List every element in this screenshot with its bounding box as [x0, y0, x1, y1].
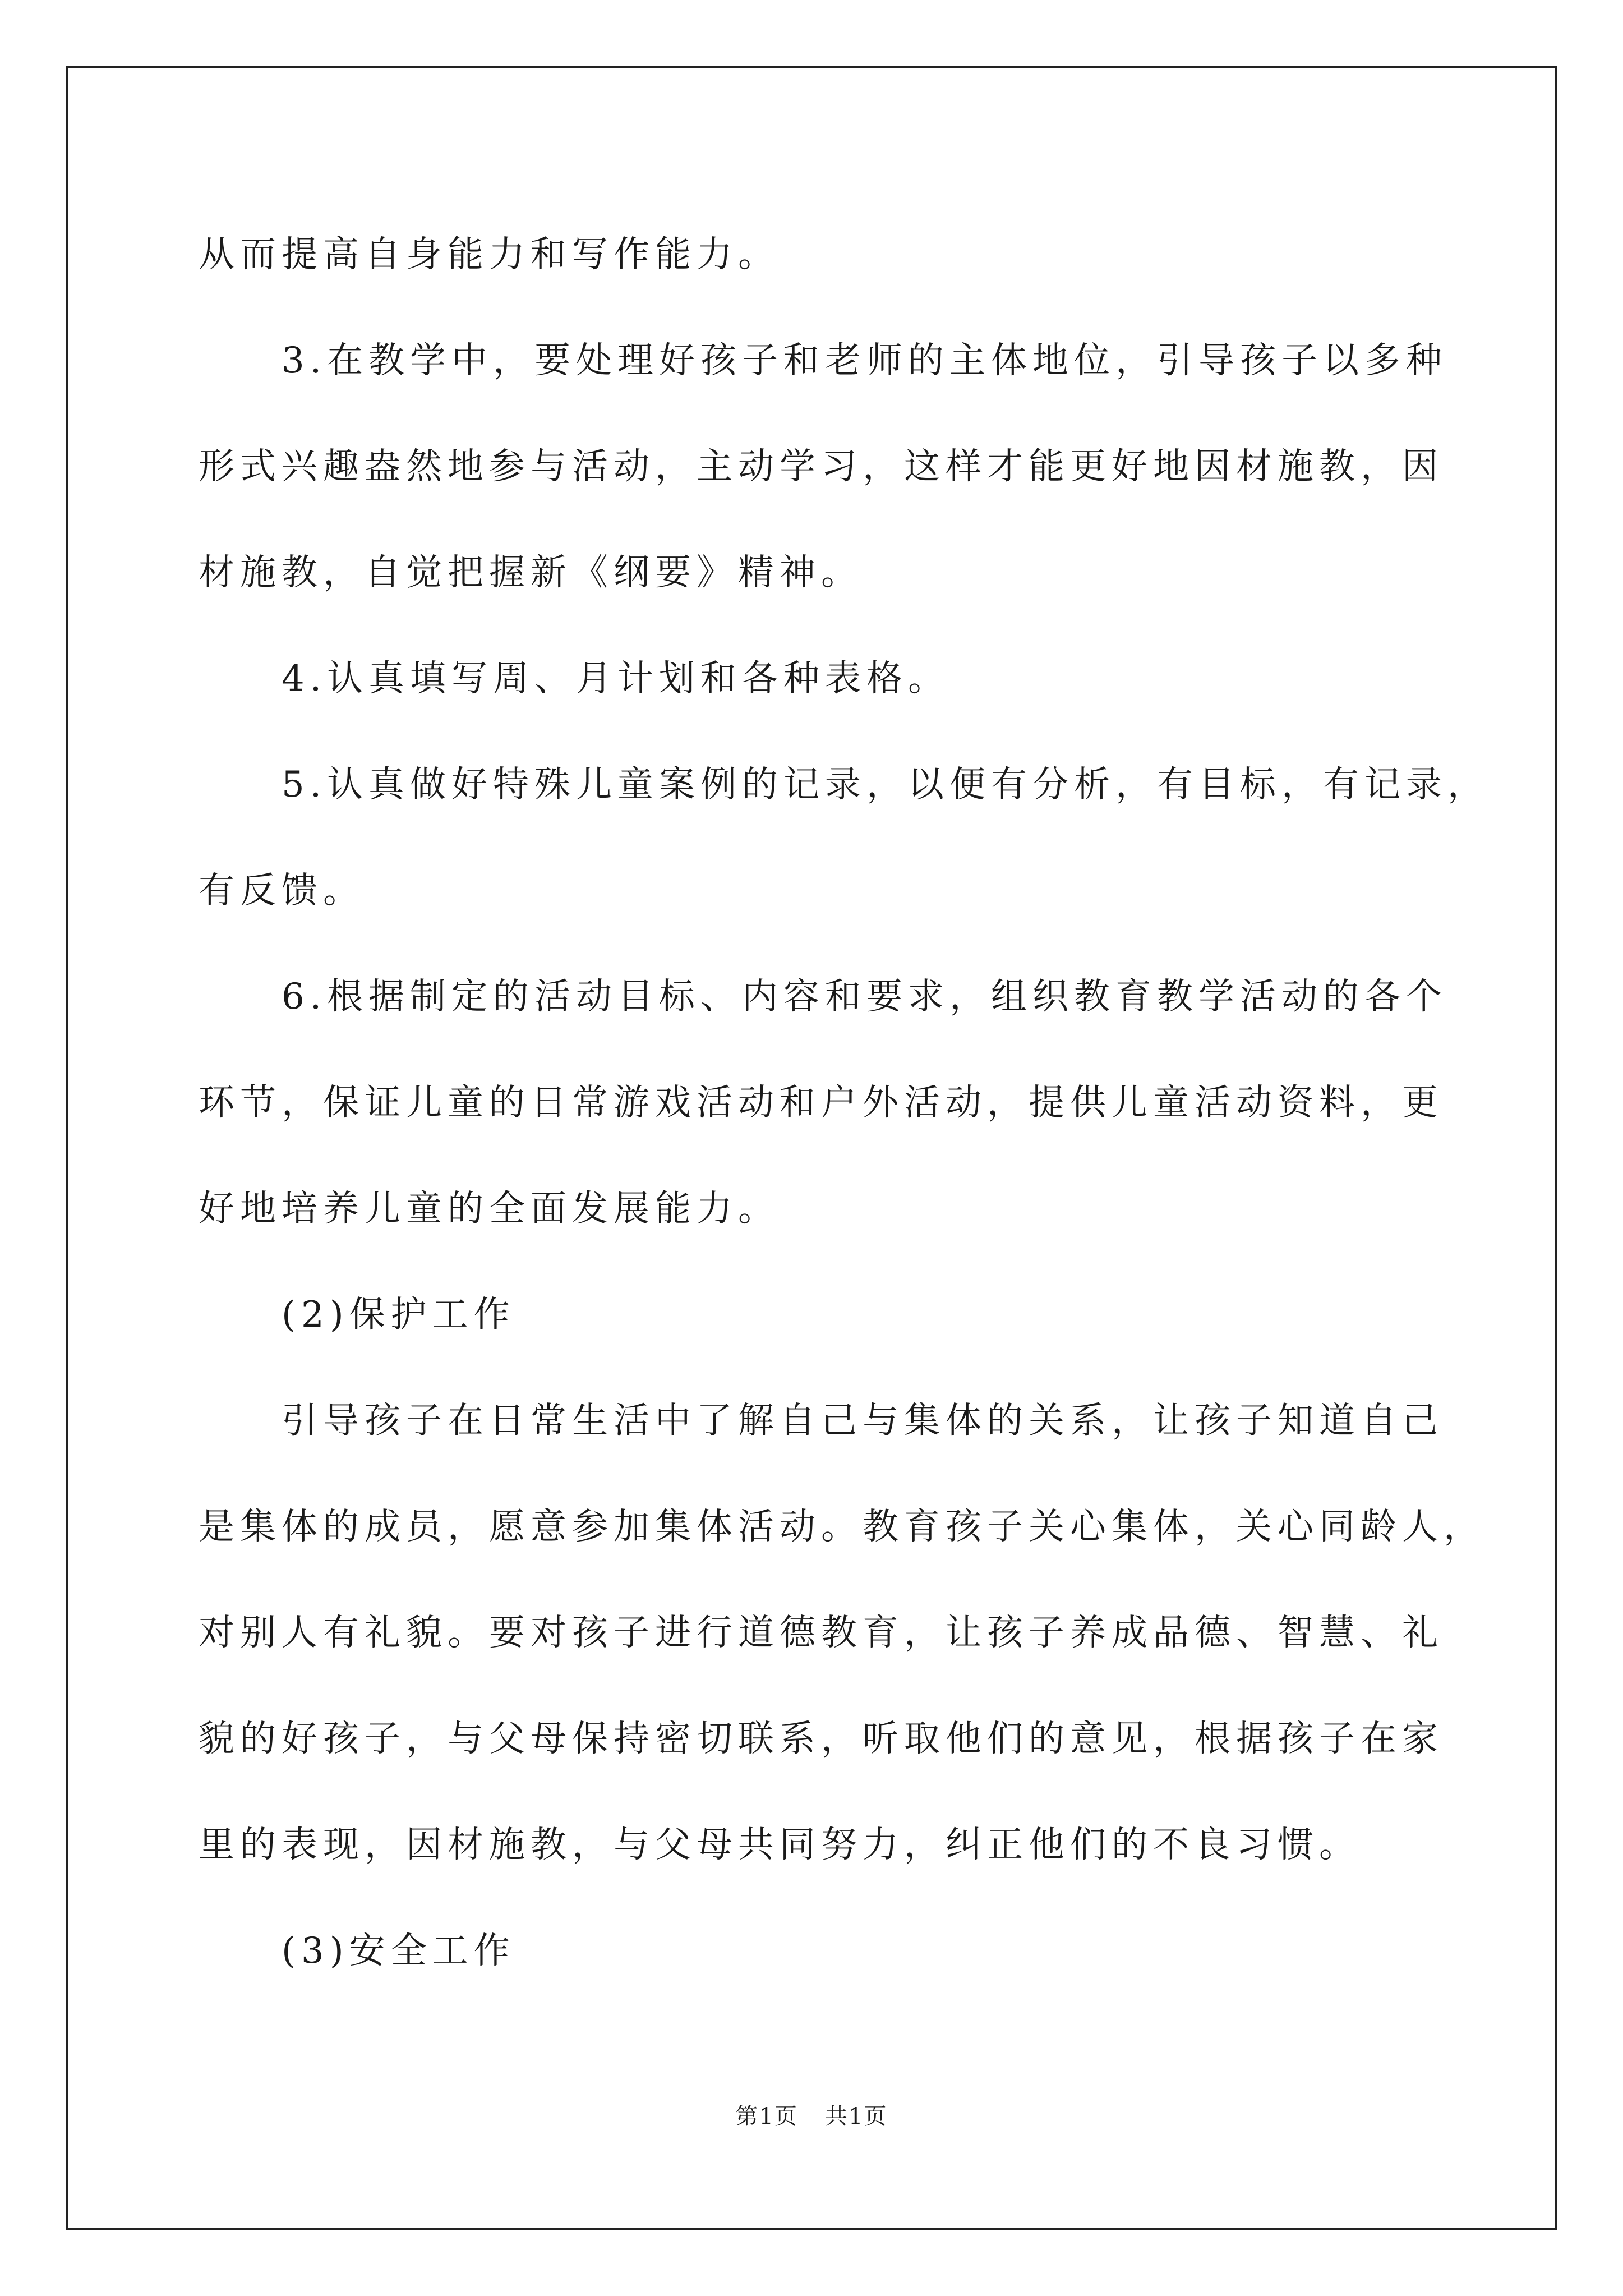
text-line: 环节，保证儿童的日常游戏活动和户外活动，提供儿童活动资料，更	[199, 1082, 1444, 1124]
paragraph-item-5	[199, 732, 1490, 944]
text-line: (2)保护工作	[282, 1294, 515, 1336]
paragraph-item-6	[199, 944, 1448, 1262]
paragraph-item-3	[199, 308, 1448, 626]
text-line: 对别人有礼貌。要对孩子进行道德教育，让孩子养成品德、智慧、礼	[199, 1612, 1444, 1654]
text-line: 4.认真填写周、月计划和各种表格。	[282, 658, 950, 700]
text-line: 形式兴趣盎然地参与活动，主动学习，这样才能更好地因材施教，因	[199, 446, 1444, 487]
text-line: 是集体的成员，愿意参加集体活动。教育孩子关心集体，关心同龄人，	[199, 1506, 1485, 1548]
page-number-current: 第1页	[735, 2104, 798, 2129]
section-heading-protection	[199, 1262, 1438, 1368]
page-footer	[0, 2102, 1623, 2131]
text-line: 好地培养儿童的全面发展能力。	[199, 1188, 780, 1230]
paragraph-protection-body	[199, 1368, 1485, 1898]
page-number-total: 共1页	[825, 2104, 888, 2129]
paragraph-1	[199, 202, 1438, 308]
text-line: 貌的好孩子，与父母保持密切联系，听取他们的意见，根据孩子在家	[199, 1718, 1444, 1760]
section-heading-safety	[199, 1898, 1438, 2004]
text-line: 从而提高自身能力和写作能力。	[199, 234, 780, 275]
text-line: 3.在教学中，要处理好孩子和老师的主体地位，引导孩子以多种	[282, 340, 1448, 381]
text-line: 6.根据制定的活动目标、内容和要求，组织教育教学活动的各个	[282, 976, 1448, 1018]
text-line: 材施教，自觉把握新《纲要》精神。	[199, 552, 863, 593]
document-body	[199, 202, 1490, 2004]
text-line: (3)安全工作	[282, 1930, 515, 1972]
text-line: 有反馈。	[199, 870, 365, 912]
text-line: 5.认真做好特殊儿童案例的记录，以便有分析，有目标，有记录，	[282, 764, 1490, 806]
text-line: 里的表现，因材施教，与父母共同努力，纠正他们的不良习惯。	[199, 1824, 1361, 1866]
text-line: 引导孩子在日常生活中了解自己与集体的关系，让孩子知道自己	[282, 1400, 1444, 1442]
paragraph-item-4	[199, 626, 1438, 732]
